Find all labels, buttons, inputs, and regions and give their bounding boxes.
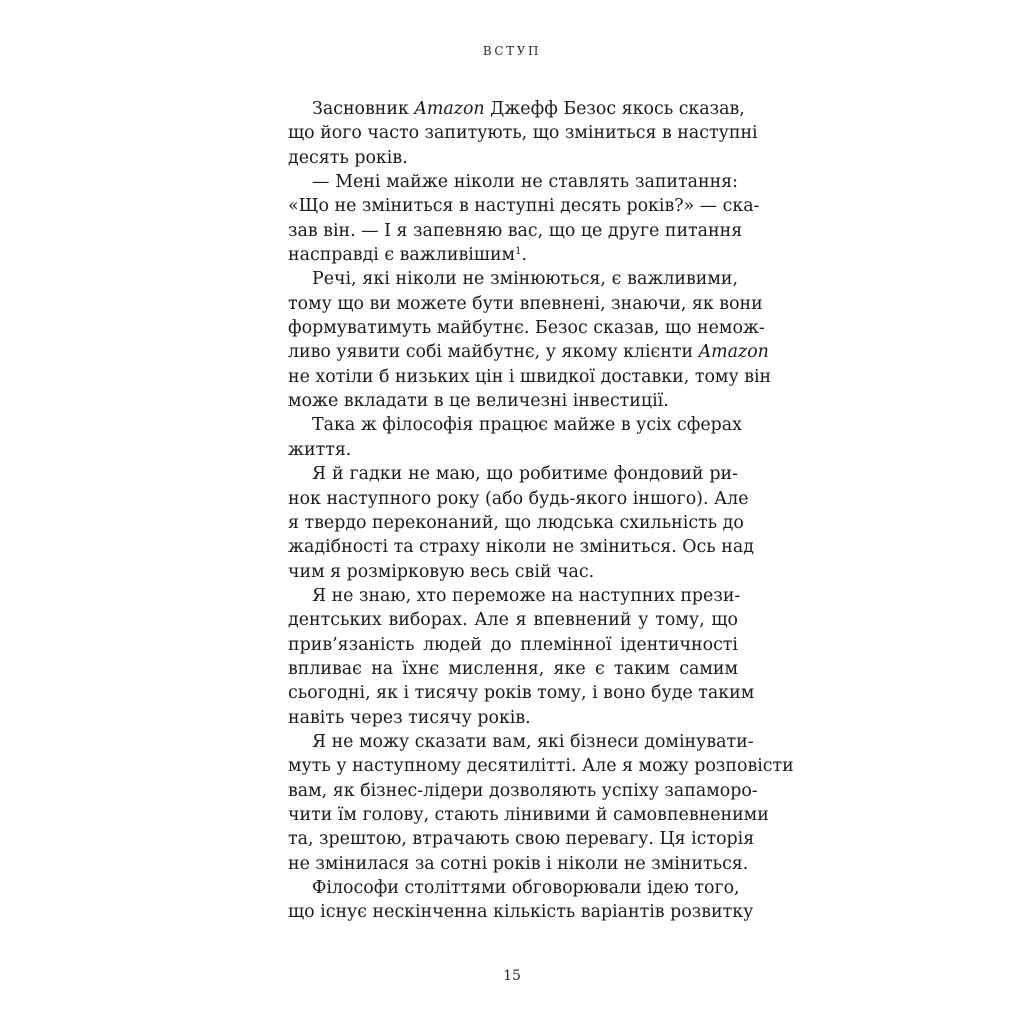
text-line xyxy=(288,681,755,705)
text-line xyxy=(288,827,755,851)
text-run: життя. xyxy=(288,439,352,460)
text-run: чити їм голову, стають лінивими й самовпевненими xyxy=(288,804,769,825)
text-run: дентських виборах. Але я впевнений у тому, що xyxy=(288,610,738,631)
text-line xyxy=(288,194,760,218)
page-number: 15 xyxy=(503,968,521,984)
text-run: не змінилася за сотні років і ніколи не зміниться. xyxy=(288,853,749,874)
text-line xyxy=(288,340,769,364)
text-run: нок наступного року (або будь-якого іншого). Але xyxy=(288,488,749,509)
text-line xyxy=(288,876,738,900)
text-run: жадібності та страху ніколи не зміниться. Ось над xyxy=(288,537,754,558)
text-line xyxy=(288,535,754,559)
text-run: . xyxy=(521,245,527,266)
text-line xyxy=(288,852,749,876)
text-run: впливає на їхнє мислення, яке є таким самим xyxy=(288,658,738,679)
text-run: Речі, які ніколи не змінюються, є важливими, xyxy=(312,269,738,290)
text-line xyxy=(288,438,738,462)
text-run: муть у наступному десятилітті. Але я можу розповісти xyxy=(288,756,794,777)
text-line xyxy=(288,121,758,145)
text-run: десять років. xyxy=(288,147,408,168)
text-run: вам, як бізнес-лідери дозволяють успіху запаморо- xyxy=(288,780,758,801)
text-run: зав він. — І я запевняю вас, що це друге питання xyxy=(288,220,743,241)
text-run: Я й гадки не маю, що робитиме фондовий ри- xyxy=(312,464,738,485)
text-line xyxy=(288,413,742,437)
text-run: я твердо переконаний, що людська схильність до xyxy=(288,512,744,533)
text-line xyxy=(288,146,738,170)
text-line xyxy=(288,584,741,608)
text-line xyxy=(288,267,738,291)
text-run: Джефф Безос якось сказав, xyxy=(484,99,745,119)
text-line xyxy=(288,170,738,194)
text-run: та, зрештою, втрачають свою перевагу. Ця історія xyxy=(288,829,755,850)
text-run: ливо уявити собі майбутнє, у якому клієнти xyxy=(288,342,699,363)
text-run: — Мені майже ніколи не ставлять запитання: xyxy=(312,172,738,193)
text-line xyxy=(288,292,763,316)
text-line xyxy=(288,219,743,243)
text-line xyxy=(288,779,758,803)
running-head: ВСТУП xyxy=(482,44,542,58)
text-line xyxy=(288,633,738,657)
text-run: сьогодні, як і тисячу років тому, і воно буде таким xyxy=(288,683,755,704)
text-run: прив’язаність людей до племінної ідентичності xyxy=(288,634,738,655)
text-line xyxy=(288,706,738,730)
text-line xyxy=(288,487,749,511)
text-line xyxy=(288,608,738,632)
text-line xyxy=(288,560,738,584)
text-line xyxy=(288,803,769,827)
text-line xyxy=(288,900,754,924)
text-run: «Що не зміниться в наступні десять років?» — ска- xyxy=(288,196,760,217)
text-run: що існує нескінченна кількість варіантів розвитку xyxy=(288,902,754,923)
text-line xyxy=(288,365,772,389)
italic-run: Amazon xyxy=(698,342,769,363)
text-line xyxy=(288,389,738,413)
footnote-marker[interactable]: 1 xyxy=(515,246,522,258)
text-line xyxy=(288,97,745,121)
text-line xyxy=(288,243,738,267)
text-run: може вкладати в це величезні інвестиції. xyxy=(288,391,669,412)
text-run: навіть через тисячу років. xyxy=(288,707,531,728)
text-run: Я не знаю, хто переможе на наступних прези- xyxy=(312,585,741,606)
text-run: насправді є важливішим xyxy=(288,245,516,266)
text-run: Я не можу сказати вам, які бізнеси домінувати- xyxy=(312,731,754,752)
text-line xyxy=(288,462,738,486)
text-run: формуватимуть майбутнє. Безос сказав, що немож- xyxy=(288,318,765,339)
text-line xyxy=(288,511,744,535)
text-run: Засновник xyxy=(312,99,415,119)
text-line xyxy=(288,657,738,681)
body-text xyxy=(288,97,794,925)
text-run: Філософи століттями обговорювали ідею того, xyxy=(312,878,740,898)
text-line xyxy=(288,316,765,340)
text-line xyxy=(288,754,794,778)
text-run: тому що ви можете бути впевнені, знаючи, як вони xyxy=(288,293,763,314)
text-run: чим я розмірковую весь свій час. xyxy=(288,561,595,582)
text-run: Така ж філософія працює майже в усіх сферах xyxy=(312,415,742,436)
text-line xyxy=(288,730,754,754)
text-run: що його часто запитують, що зміниться в наступні xyxy=(288,123,758,144)
italic-run: Amazon xyxy=(414,99,485,119)
text-run: не хотіли б низьких цін і швидкої доставки, тому він xyxy=(288,366,772,387)
